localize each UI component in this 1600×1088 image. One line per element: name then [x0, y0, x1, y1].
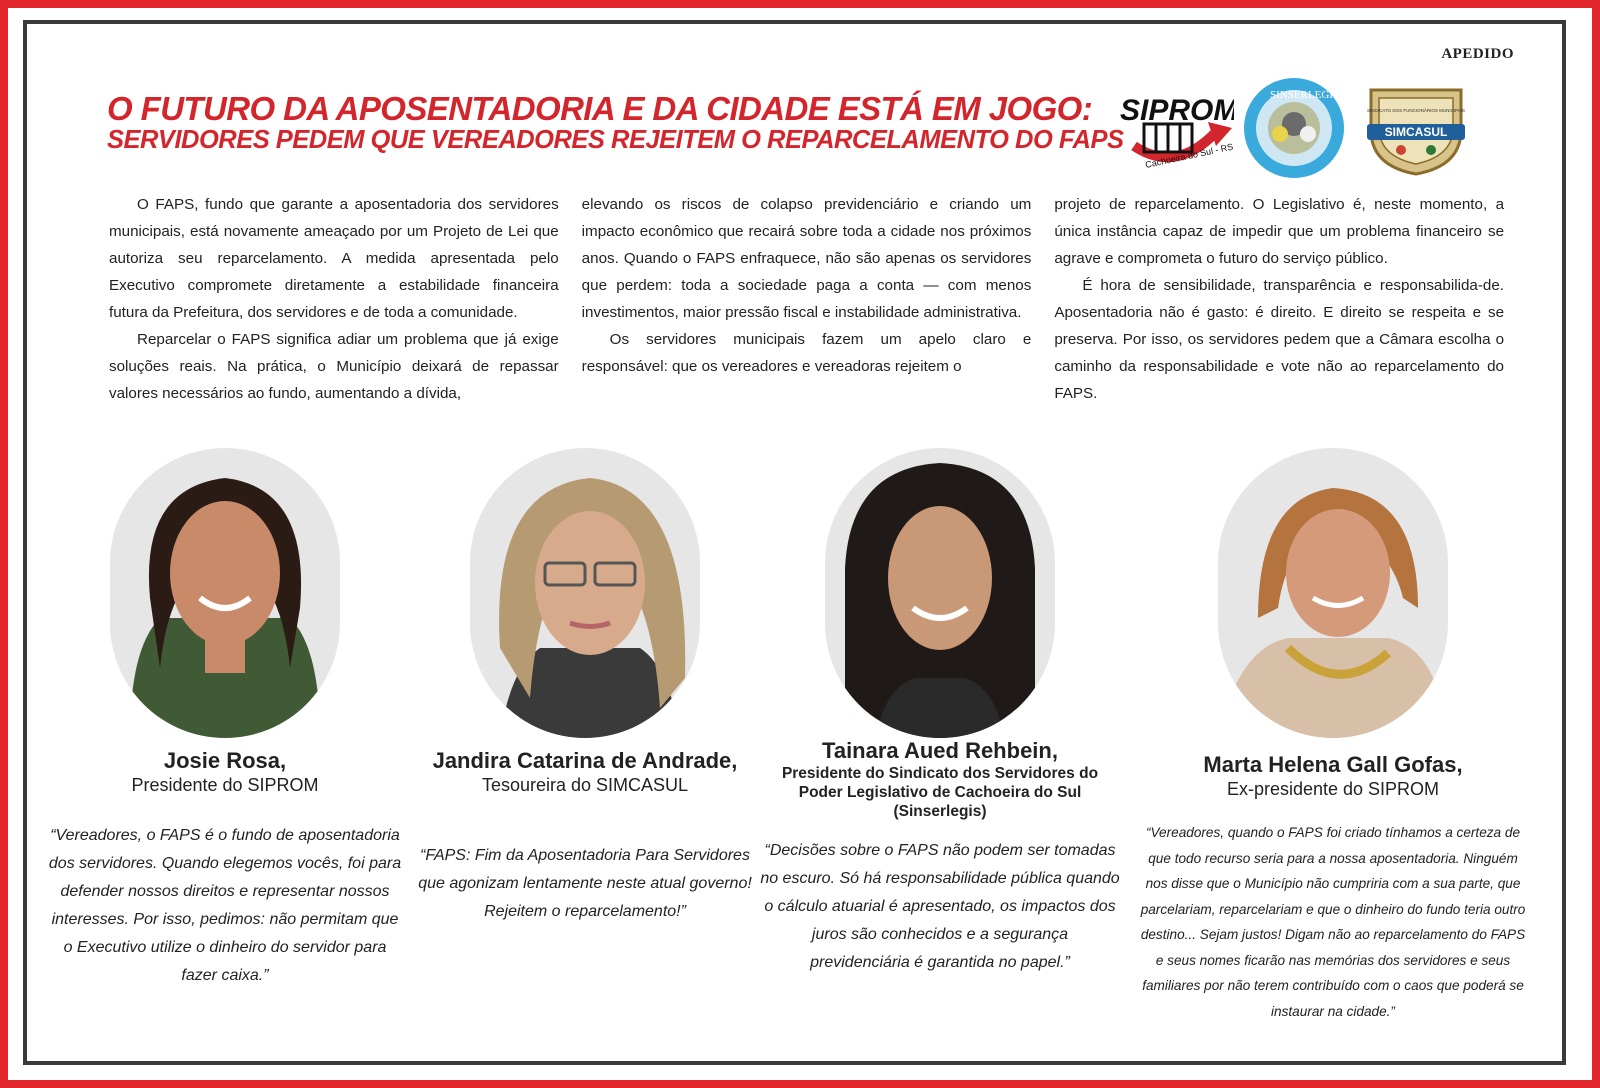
person-card — [405, 448, 765, 926]
paragraph: O FAPS, fundo que garante a aposentadoria dos servidores municipais, está novamente ameaçado por um Projeto de Lei que autoriza seu reparcelamento. A medida apresentada pelo Executivo compromete diretamente a estabilidade financeira futura da Prefeitura, dos servidores e de toda a comunidade. — [109, 196, 559, 321]
portrait-photo — [110, 448, 340, 738]
person-quote: “Decisões sobre o FAPS não podem ser tomadas no escuro. Só há responsabilidade pública quando o cálculo atuarial é apresentado, os impactos dos juros são conhecidos e a segurança previdenciária é garantida no papel.” — [760, 842, 1120, 971]
logos — [1116, 76, 1516, 186]
paragraph: É hora de sensibilidade, transparência e responsabilida-de. Aposentadoria não é gasto: é direito. E direito se respeita e se preserva. Por isso, os servidores pedem que a Câmara escolha o caminho da responsabilidade e vote não ao reparcelamento do FAPS. — [1054, 277, 1505, 402]
article-column-1 — [109, 191, 559, 407]
person-role: Presidente do SIPROM — [131, 775, 319, 795]
siprom-logo-sub: Cachoeira do Sul - RS — [1144, 141, 1234, 170]
paragraph: Reparcelar o FAPS significa adiar um problema que já exige soluções reais. Na prática, o Município deixará de repassar valores necessários ao fundo, aumentando a dívida, — [109, 331, 559, 402]
person-card — [760, 448, 1120, 977]
siprom-logo — [1116, 84, 1234, 176]
paragraph: elevando os riscos de colapso previdenciário e criando um impacto econômico que recairá sobre toda a cidade nos próximos anos. Quando o FAPS enfraquece, não são apenas os servidores que perdem: toda a sociedade paga a conta — com menos investimentos, maior pressão fiscal e instabilidade administrativa. — [581, 196, 1032, 321]
person-card — [45, 448, 405, 990]
person-quote: “Vereadores, o FAPS é o fundo de aposentadoria dos servidores. Quando elegemos vocês, foi para defender nossos direitos e representar nossos interesses. Por isso, pedimos: não permitam que o Executivo utilize o dinheiro do servidor para fazer caixa.” — [48, 827, 402, 984]
simcasul-logo-top: SINDICATO DOS FUNCIONÁRIOS MUNICIPAIS — [1366, 108, 1466, 113]
testimonials — [8, 448, 1592, 1048]
sinserlegis-logo-text: SINSERLEGIS — [1270, 89, 1340, 101]
person-role: Presidente do Sindicato dos Servidores do Poder Legislativo de Cachoeira do Sul (Sinserlegis) — [781, 765, 1099, 820]
article-column-3 — [1054, 191, 1504, 407]
simcasul-logo — [1361, 80, 1471, 176]
siprom-logo-text: SIPROM — [1120, 94, 1234, 127]
person-role: Tesoureira do SIMCASUL — [481, 775, 689, 795]
portrait-photo — [1218, 448, 1448, 738]
portrait-photo — [470, 448, 700, 738]
person-card — [1138, 448, 1528, 1024]
headline — [107, 90, 1124, 154]
headline-line-1: O FUTURO DA APOSENTADORIA E DA CIDADE ESTÁ EM JOGO: — [107, 90, 1093, 127]
person-role: Ex-presidente do SIPROM — [1226, 779, 1440, 799]
person-name: Josie Rosa, — [163, 748, 287, 773]
headline-line-2: SERVIDORES PEDEM QUE VEREADORES REJEITEM O REPARCELAMENTO DO FAPS — [107, 125, 1124, 154]
article-body — [109, 191, 1504, 407]
paragraph: Os servidores municipais fazem um apelo claro e responsável: que os vereadores e vereadoras rejeitem o — [581, 331, 1032, 375]
person-name: Marta Helena Gall Gofas, — [1203, 752, 1463, 777]
section-kicker: APEDIDO — [1441, 46, 1514, 62]
person-name: Jandira Catarina de Andrade, — [432, 748, 738, 773]
sinserlegis-logo — [1240, 76, 1348, 180]
simcasul-logo-text: SIMCASUL — [1384, 125, 1448, 139]
person-quote: “Vereadores, quando o FAPS foi criado tínhamos a certeza de que todo recurso seria para a nossa aposentadoria. Ninguém nos disse que o Município não cumpriria com a sua parte, que parcelariam, reparcelariam e que o dinheiro do fundo teria outro destino... Sejam justos! Digam não ao reparcelamento do FAPS e seus nomes ficarão nas memórias dos servidores e seus familiares por não terem contribuído com o caos que poderá se instaurar na cidade.” — [1140, 825, 1526, 1019]
article-column-2 — [582, 191, 1032, 407]
paragraph: projeto de reparcelamento. O Legislativo é, neste momento, a única instância capaz de impedir que um problema financeiro se agrave e comprometa o futuro do serviço público. — [1054, 196, 1505, 267]
person-name: Tainara Aued Rehbein, — [822, 738, 1058, 763]
person-quote: “FAPS: Fim da Aposentadoria Para Servidores que agonizam lentamente neste atual governo! Rejeitem o reparcelamento!” — [418, 847, 752, 920]
portrait-photo — [825, 448, 1055, 738]
page — [8, 8, 1592, 1080]
